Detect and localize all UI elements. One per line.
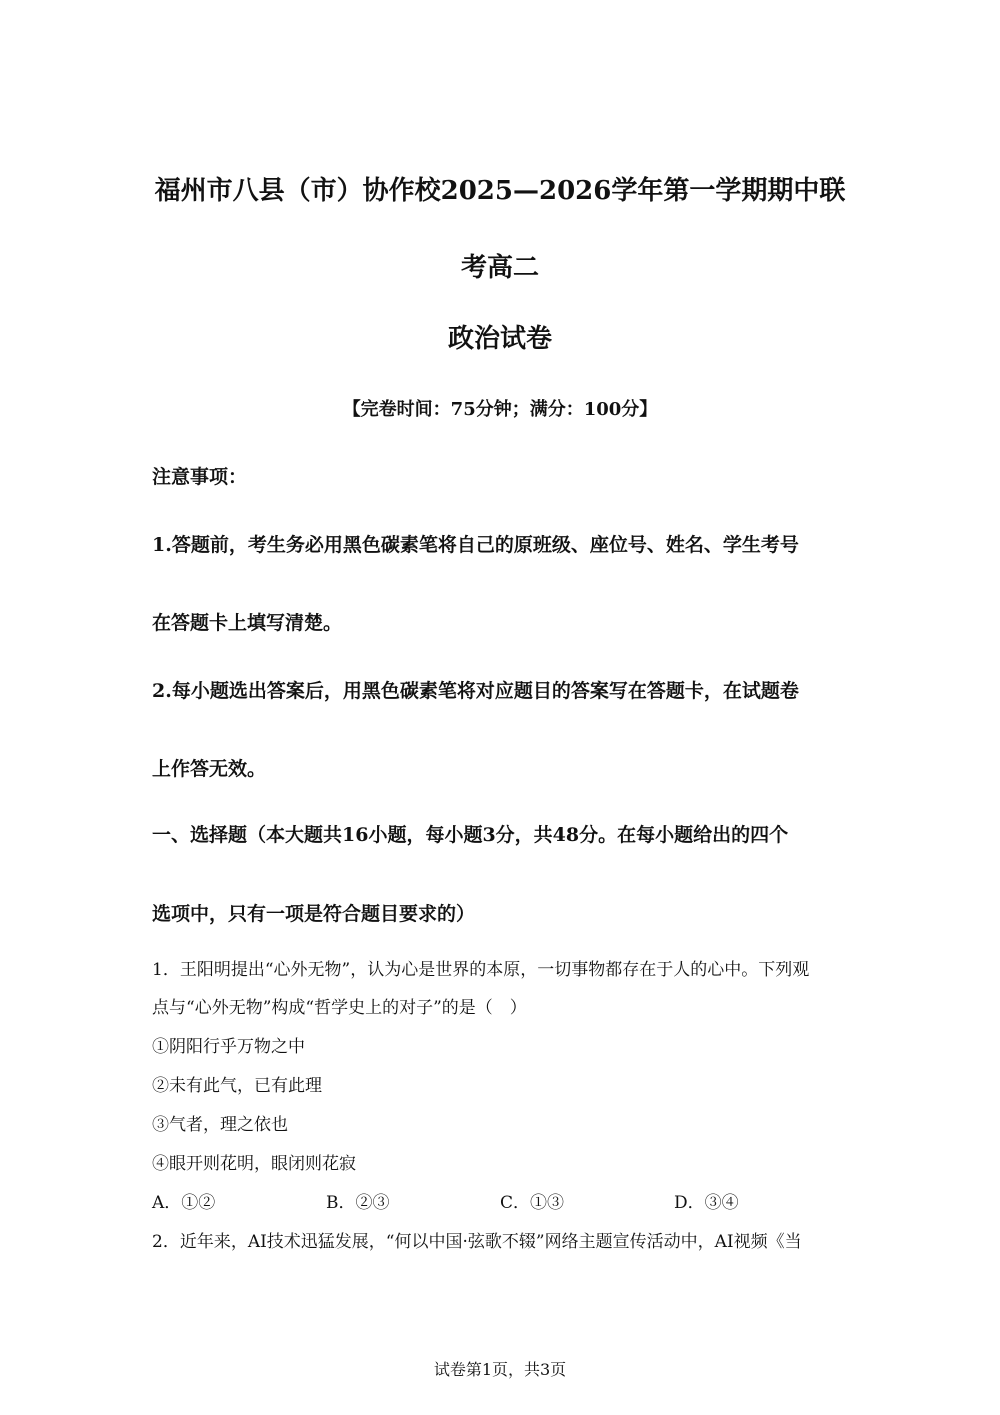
- notice-item2-line2: 上作答无效。: [152, 758, 267, 780]
- exam-time-note: 【完卷时间：75分钟；满分：100分】: [342, 399, 658, 420]
- question1-statement-1: ①阴阳行乎万物之中: [152, 1037, 305, 1057]
- question1-choice-d: D．③④: [674, 1193, 739, 1213]
- exam-subtitle: 政治试卷: [447, 324, 552, 354]
- question1-statement-2: ②未有此气，已有此理: [152, 1076, 322, 1096]
- exam-title-line1: 福州市八县（市）协作校2025—2026学年第一学期期中联: [154, 176, 846, 206]
- section1-heading-line1: 一、选择题（本大题共16小题，每小题3分，共48分。在每小题给出的四个: [152, 824, 789, 846]
- section1-heading-line2: 选项中，只有一项是符合题目要求的）: [152, 903, 476, 925]
- exam-title-line2: 考高二: [460, 253, 539, 283]
- notice-item2-line1: 2.每小题选出答案后，用黑色碳素笔将对应题目的答案写在答题卡，在试题卷: [152, 680, 799, 702]
- question2-stem-line1: 2．近年来，AI技术迅猛发展，“何以中国·弦歌不辍”网络主题宣传活动中，AI视频《当: [152, 1232, 802, 1252]
- question1-choice-a: A．①②: [152, 1193, 216, 1213]
- notice-item1-line1: 1.答题前，考生务必用黑色碳素笔将自己的原班级、座位号、姓名、学生考号: [152, 534, 799, 556]
- question1-statement-3: ③气者，理之依也: [152, 1115, 288, 1135]
- notice-heading: 注意事项：: [152, 466, 248, 488]
- notice-item1-line2: 在答题卡上填写清楚。: [152, 612, 343, 634]
- question1-choice-b: B．②③: [326, 1193, 390, 1213]
- question1-stem-line1: 1．王阳明提出“心外无物”，认为心是世界的本原，一切事物都存在于人的心中。下列观: [152, 960, 810, 980]
- question1-stem-line2: 点与“心外无物”构成“哲学史上的对子”的是（ ）: [152, 998, 527, 1018]
- question1-statement-4: ④眼开则花明，眼闭则花寂: [152, 1154, 356, 1174]
- question1-choices: [152, 1188, 852, 1212]
- question1-choice-c: C．①③: [500, 1193, 565, 1213]
- page-footer: 试卷第1页，共3页: [433, 1360, 567, 1379]
